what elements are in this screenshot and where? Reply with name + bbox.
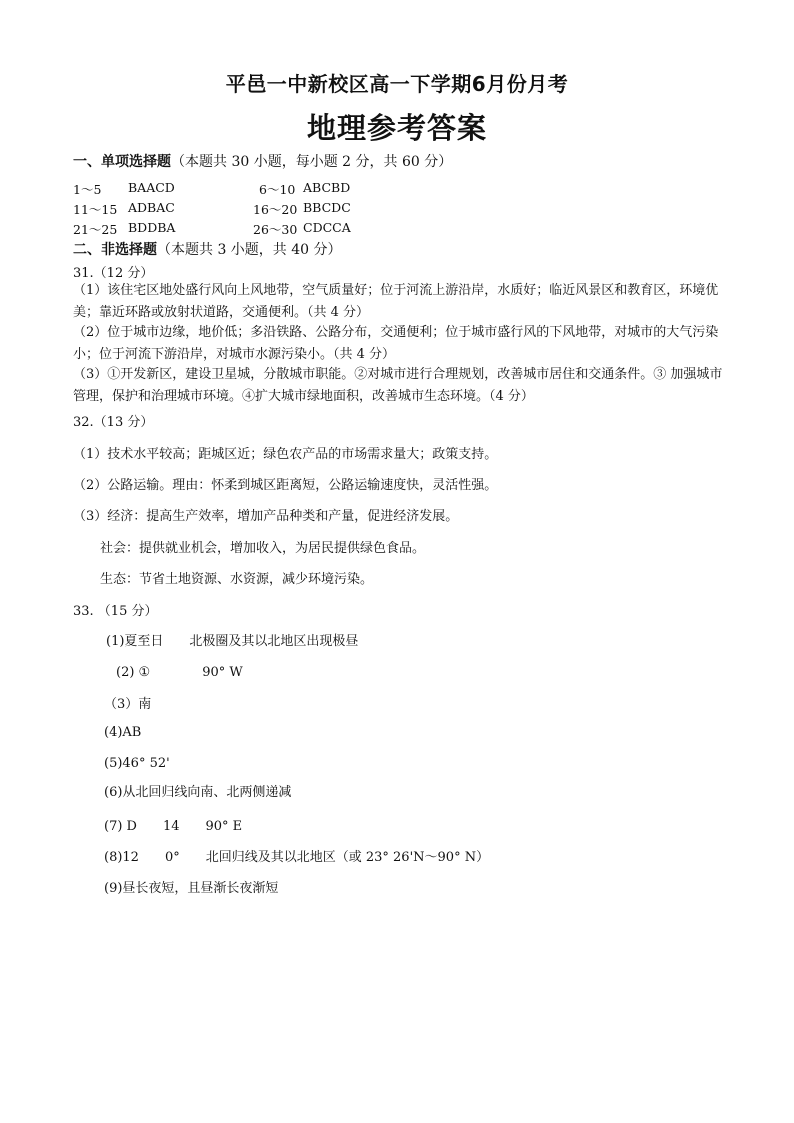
q32-answer-3: （3）经济：提高生产效率，增加产品种类和产量，促进经济发展。 xyxy=(73,509,459,524)
q31-label: 31.（12 分） xyxy=(73,266,154,281)
mc-answers: ABCBD xyxy=(303,180,351,195)
q33-answer-2: (2) ① 90° W xyxy=(116,665,243,680)
section1-heading-line xyxy=(73,151,452,171)
exam-title: 平邑一中新校区高一下学期6月份月考 xyxy=(225,72,569,96)
mc-range: 26～30 xyxy=(253,222,298,237)
q32-label: 32.（13 分） xyxy=(73,415,154,430)
q33-answer-3: （3）南 xyxy=(104,697,152,712)
mc-answers: BAACD xyxy=(128,180,175,195)
q31-answer-3: （3）①开发新区，建设卫星城，分散城市职能。②对城市进行合理规划，改善城市居住和交通条件。③ 加强城市管理，保护和治理城市环境。④扩大城市绿地面积，改善城市生态环境。（4 分） xyxy=(73,367,723,404)
q31-answer-2: （2）位于城市边缘，地价低；多沿铁路、公路分布，交通便利；位于城市盛行风的下风地带，对城市的大气污染小；位于河流下游沿岸，对城市水源污染小。（共 4 分） xyxy=(73,325,719,362)
section1-note: （本题共 30 小题，每小题 2 分，共 60 分） xyxy=(171,154,453,170)
answer-key-title: 地理参考答案 xyxy=(306,111,487,145)
section2-note: （本题共 3 小题，共 40 分） xyxy=(157,242,342,258)
section2-heading-line xyxy=(73,239,342,259)
q31-answer-1: （1）该住宅区地处盛行风向上风地带，空气质量好；位于河流上游沿岸，水质好；临近风景区和教育区，环境优美；靠近环路或放射状道路，交通便利。（共 4 分） xyxy=(73,283,719,320)
q33-answer-8: (8)12 0° 北回归线及其以北地区（或 23° 26'N～90° N） xyxy=(104,850,490,865)
q33-answer-6: (6)从北回归线向南、北两侧递减 xyxy=(104,785,292,800)
section2-heading: 二、非选择题 xyxy=(73,242,157,258)
q33-answer-9: (9)昼长夜短，且昼渐长夜渐短 xyxy=(104,881,279,896)
mc-answers: BDDBA xyxy=(128,220,176,235)
q32-answer-2: （2）公路运输。理由：怀柔到城区距离短，公路运输速度快，灵活性强。 xyxy=(73,478,498,493)
section1-heading: 一、单项选择题 xyxy=(73,154,171,170)
q33-label: 33. （15 分） xyxy=(73,604,158,619)
mc-range: 11～15 xyxy=(73,202,118,217)
mc-answers: CDCCA xyxy=(303,220,351,235)
mc-range: 21～25 xyxy=(73,222,118,237)
q32-answer-3-social: 社会：提供就业机会，增加收入，为居民提供绿色食品。 xyxy=(100,541,426,556)
q32-answer-1: （1）技术水平较高；距城区近；绿色农产品的市场需求量大；政策支持。 xyxy=(73,447,498,462)
mc-range: 16～20 xyxy=(253,202,298,217)
mc-range: 1～5 xyxy=(73,182,102,197)
q33-answer-1: (1)夏至日 北极圈及其以北地区出现极昼 xyxy=(106,634,359,649)
q33-answer-7: (7) D 14 90° E xyxy=(104,819,243,834)
q32-answer-3-ecology: 生态：节省土地资源、水资源，减少环境污染。 xyxy=(100,572,374,587)
mc-answers: ADBAC xyxy=(128,200,175,215)
mc-range: 6～10 xyxy=(259,182,296,197)
mc-answers: BBCDC xyxy=(303,200,351,215)
q33-answer-5: (5)46° 52' xyxy=(104,756,170,771)
q33-answer-4: (4)AB xyxy=(104,725,142,740)
